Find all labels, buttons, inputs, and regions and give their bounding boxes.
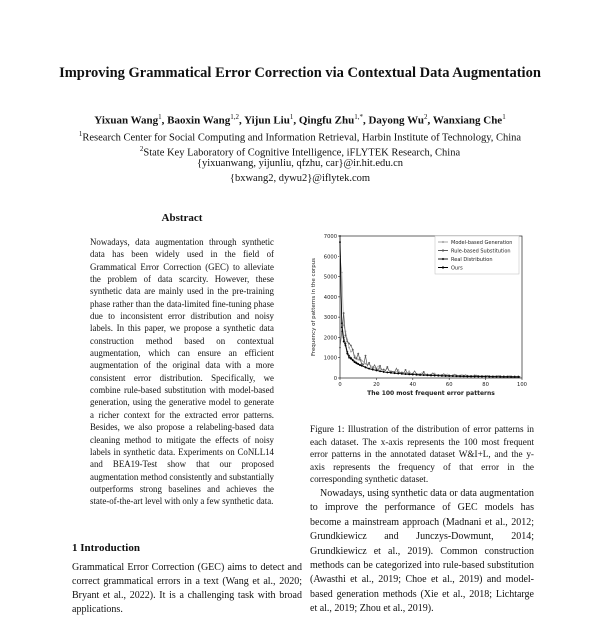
author-list: Yixuan Wang$^1$, Baoxin Wang$^{1,2}$, Yijun Liu$^1$, Qingfu Zhu$^{1,*}$, Dayong Wu$^2$, Wanxiang Che$^1$ — [94, 113, 506, 127]
legend-marker — [442, 249, 444, 251]
data-point — [354, 361, 356, 363]
data-point — [405, 373, 407, 375]
author-sup: 1 — [158, 113, 162, 121]
data-point — [383, 371, 385, 373]
legend-marker — [442, 266, 444, 268]
author-name: Yijun Liu — [244, 114, 290, 127]
data-point — [346, 353, 348, 355]
data-point — [372, 369, 374, 371]
data-point — [341, 272, 343, 274]
author-name: Dayong Wu — [368, 114, 424, 127]
author-name: Baoxin Wang — [167, 114, 231, 127]
data-point — [485, 376, 487, 378]
data-point — [345, 345, 347, 347]
data-point — [354, 357, 356, 359]
data-point — [419, 374, 421, 376]
legend-label: Ours — [451, 265, 463, 272]
affiliation-1-sup: 1 — [78, 130, 83, 138]
figure-caption: Figure 1: Illustration of the distribution of error patterns in each dataset. The x-axis represents the 100 most frequent error patterns in the annotated dataset W&I+L, and the y-axis represents the frequency of that error in the corresponding synthetic dataset. — [310, 424, 534, 485]
data-point — [361, 365, 363, 367]
data-point — [423, 374, 425, 376]
data-point — [361, 360, 363, 362]
data-point — [456, 375, 458, 377]
data-point — [346, 341, 348, 343]
data-point — [499, 376, 501, 378]
data-point — [488, 376, 490, 378]
data-point — [390, 372, 392, 374]
data-point — [430, 375, 432, 377]
right-column-text: Nowadays, using synthetic data or data augmentation to improve the performance of GEC models has become a mainstream approach (Madnani et al., 2012; Grundkiewicz and Junczys-Dowmunt, 2014; Grundkiewicz et al., 2019). Common construction methods can be categorized into rule-based substitution (Awasthi et al., 2019; Choe et al., 2019) and model-based generation methods (Xie et al., 2018; Lichtarge et al., 2019; Zhou et al., 2019). — [310, 488, 534, 615]
data-point — [445, 375, 447, 377]
legend-marker — [442, 258, 444, 260]
data-point — [350, 351, 352, 353]
email-line-2: {bxwang2, dywu2}@iflytek.com — [229, 173, 371, 184]
data-point — [503, 376, 505, 378]
data-point — [348, 357, 350, 359]
introduction-heading: 1 Introduction — [72, 542, 140, 554]
data-point — [368, 368, 370, 370]
legend-label: Rule-based Substitution — [451, 248, 511, 255]
affiliation-2-text: State Key Laboratory of Cognitive Intelligence, iFLYTEK Research, China — [143, 147, 461, 159]
data-point — [426, 374, 428, 376]
data-point — [379, 365, 381, 367]
y-tick-label: 1000 — [323, 355, 337, 362]
data-point — [355, 362, 357, 364]
introduction-text: Grammatical Error Correction (GEC) aims to detect and correct grammatical errors in a text (Wang et al., 2020; Bryant et al., 2022). It is a challenging task with broad applications. — [72, 562, 302, 615]
paper-title: Improving Grammatical Error Correction via Contextual Data Augmentation — [59, 65, 541, 81]
data-point — [357, 363, 359, 365]
abstract-text: Nowadays, data augmentation through synthetic data has been widely used in the field of Grammatical Error Correction (GEC) to alleviate the problem of data scarcity. However, these synthetic data are mainly used in the pre-training phase rather than the data-limited fine-tuning phase due to inconsistent error distribution and noisy labels. In this paper, we propose a synthetic data construction method based on contextual augmentation, which can ensure an efficient augmentation of the original data with a more consistent error distribution. Specifically, we combine rule-based substitution with model-based generation, using the generative model to generate a richer context for the extracted error patterns. Besides, we also propose a relabeling-based data cleaning method to mitigate the effects of noisy labels in synthetic data. Experiments on CoNLL14 and BEA19-Test show that our proposed augmentation method consistently and substantially outperforms strong baselines and achieves the state-of-the-art level with only a few synthetic data. — [90, 237, 274, 507]
data-point — [408, 373, 410, 375]
author-name: Yixuan Wang — [94, 114, 159, 127]
author-name: Qingfu Zhu — [298, 114, 355, 127]
data-point — [339, 347, 341, 349]
data-point — [355, 358, 357, 360]
data-point — [470, 376, 472, 378]
data-point — [359, 364, 361, 366]
data-point — [352, 359, 354, 361]
email-line-1: {yixuanwang, yijunliu, qfzhu, car}@ir.hit.edu.cn — [196, 158, 404, 169]
data-point — [408, 370, 410, 372]
data-point — [379, 370, 381, 372]
x-tick-label: 40 — [409, 382, 417, 388]
data-point — [357, 353, 359, 355]
author-sup: 1,* — [354, 113, 363, 121]
data-point — [386, 366, 388, 368]
data-point — [405, 369, 407, 371]
data-point — [339, 235, 341, 237]
data-point — [514, 376, 516, 378]
data-point — [459, 375, 461, 377]
author-sup: 1 — [502, 113, 506, 121]
data-point — [343, 341, 345, 343]
x-tick-label: 20 — [373, 382, 380, 388]
data-point — [437, 375, 439, 377]
data-point — [481, 376, 483, 378]
data-point — [448, 375, 450, 377]
data-point — [350, 345, 352, 347]
data-point — [339, 241, 341, 243]
x-tick-label: 60 — [445, 382, 453, 388]
y-axis-label: Frequency of patterns in the corpus — [311, 257, 317, 357]
series-line — [340, 313, 520, 376]
data-point — [348, 343, 350, 345]
y-tick-label: 4000 — [323, 294, 337, 301]
x-tick-label: 0 — [338, 382, 342, 388]
data-point — [376, 370, 378, 372]
y-tick-label: 5000 — [323, 274, 337, 281]
data-point — [357, 359, 359, 361]
data-point — [423, 371, 425, 373]
author-sup: 1,2 — [230, 113, 239, 121]
y-tick-label: 7000 — [323, 234, 337, 240]
data-point — [386, 372, 388, 374]
data-point — [397, 373, 399, 375]
y-tick-label: 2000 — [323, 335, 337, 342]
data-point — [394, 372, 396, 374]
data-point — [441, 375, 443, 377]
data-point — [467, 376, 469, 378]
error-pattern-chart — [306, 230, 532, 410]
data-point — [434, 375, 436, 377]
data-point — [492, 376, 494, 378]
data-point — [416, 374, 418, 376]
affiliation-2-sup: 2 — [139, 145, 144, 153]
data-point — [365, 363, 367, 365]
data-point — [477, 376, 479, 378]
data-point — [345, 335, 347, 337]
abstract-heading: Abstract — [161, 212, 203, 224]
author-sup: 2 — [424, 113, 428, 121]
data-point — [383, 369, 385, 371]
data-point — [474, 376, 476, 378]
data-point — [365, 355, 367, 357]
y-tick-label: 0 — [333, 376, 337, 382]
data-point — [452, 375, 454, 377]
data-point — [463, 375, 465, 377]
data-point — [348, 347, 350, 349]
data-point — [352, 349, 354, 351]
author-sup: 1 — [289, 113, 294, 121]
data-point — [401, 373, 403, 375]
legend-label: Real Distribution — [451, 257, 493, 263]
author-name: Wanxiang Che — [432, 114, 503, 127]
x-tick-label: 80 — [482, 382, 489, 388]
legend-label: Model-based Generation — [451, 240, 513, 246]
data-point — [517, 376, 519, 378]
series-line — [340, 256, 520, 376]
data-point — [496, 376, 498, 378]
data-point — [350, 358, 352, 360]
data-point — [412, 374, 414, 376]
x-tick-label: 100 — [517, 382, 527, 388]
data-point — [341, 326, 343, 328]
y-tick-label: 3000 — [323, 315, 337, 322]
legend-marker — [442, 241, 444, 243]
data-point — [359, 359, 361, 361]
data-point — [343, 312, 345, 314]
affiliation-1-text: Research Center for Social Computing and Information Retrieval, Harbin Institute of Technology, China — [82, 132, 522, 144]
data-point — [365, 367, 367, 369]
data-point — [361, 363, 363, 365]
y-tick-label: 6000 — [323, 254, 337, 261]
data-point — [368, 362, 370, 364]
data-point — [510, 376, 512, 378]
data-point — [507, 376, 509, 378]
x-axis-label: The 100 most frequent error patterns — [367, 390, 495, 397]
